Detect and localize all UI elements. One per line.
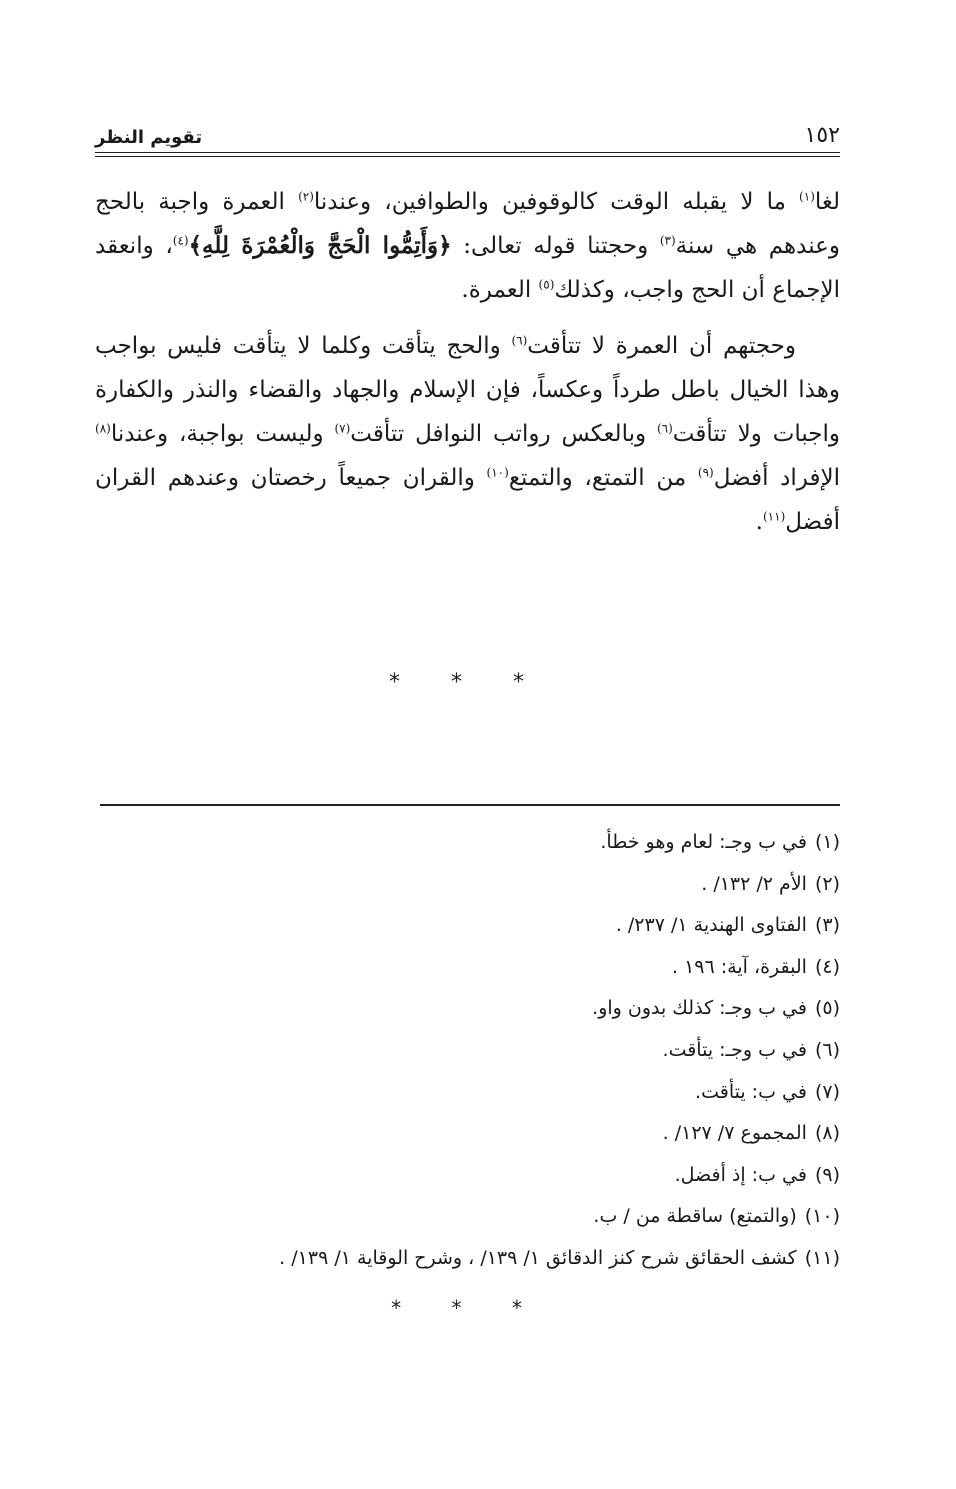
footnotes-rule (100, 804, 840, 806)
footnote-ref-6: (٦) (656, 421, 673, 436)
footnote-item (95, 1196, 840, 1238)
footnote-ref-3: (٣) (659, 233, 676, 248)
footnote-ref-8: (٨) (95, 421, 111, 436)
text-run: وحجتهم أن العمرة لا تتأقت (527, 333, 796, 359)
footnote-text: المجموع ٧/ ١٢٧/ . (662, 1122, 807, 1145)
text-run: ما لا يقبله الوقت كالوقوفين والطوافين، وعندنا (313, 189, 800, 215)
text-run: من التمتع، والتمتع (508, 465, 698, 491)
end-separator (95, 1296, 840, 1320)
footnotes-list (95, 822, 840, 1280)
footnote-item (95, 1155, 840, 1197)
footnote-item (95, 988, 840, 1030)
footnote-number: (٨) (814, 1122, 840, 1145)
footnote-number: (١٠) (804, 1205, 840, 1228)
footnote-number: (٣) (814, 914, 840, 937)
text-run: وحجتنا قوله تعالى: (451, 233, 660, 259)
footnote-text: كشف الحقائق شرح كنز الدقائق ١/ ١٣٩/ ، وشرح الوقاية ١/ ١٣٩/ . (279, 1246, 797, 1269)
footnote-text: الفتاوى الهندية ١/ ٢٣٧/ . (615, 914, 807, 937)
footnote-ref-4: (٤) (172, 233, 189, 248)
running-head (95, 112, 840, 148)
footnote-text: في ب: يتأقت. (695, 1080, 807, 1103)
main-text (95, 180, 840, 556)
footnote-ref-6: (٦) (511, 333, 528, 348)
footnote-text: في ب: إذ أفضل. (674, 1163, 807, 1186)
text-run: وبالعكس رواتب النوافل تتأقت (350, 421, 657, 447)
footnote-item (95, 1238, 840, 1280)
footnote-ref-10: (١٠) (486, 465, 509, 480)
footnote-item (95, 1113, 840, 1155)
footnote-text: في ب وجـ: يتأقت. (662, 1038, 807, 1061)
footnote-number: (٤) (814, 955, 840, 978)
running-title: تقويم النظر (95, 127, 203, 148)
footnote-ref-1: (١) (799, 189, 815, 204)
text-run: والقران جميعاً رخصتان وعندهم القران أفضل (95, 465, 840, 535)
footnote-text: في ب وجـ: كذلك بدون واو. (592, 997, 807, 1020)
separator-stars: * * * (391, 1296, 544, 1320)
footnote-text: (والتمتع) ساقطة من / ب. (593, 1205, 797, 1228)
paragraph-2 (95, 324, 840, 544)
page-number: ١٥٢ (804, 123, 840, 148)
footnote-ref-2: (٢) (298, 189, 314, 204)
section-separator (95, 670, 840, 695)
footnote-number: (٩) (814, 1163, 840, 1186)
text-run: لغا (814, 189, 840, 215)
footnote-item (95, 905, 840, 947)
footnote-item (95, 1072, 840, 1114)
footnote-item (95, 864, 840, 906)
text-run: الإفراد أفضل (713, 465, 840, 491)
footnote-ref-7: (٧) (334, 421, 351, 436)
footnote-number: (١) (814, 831, 840, 853)
footnote-item (95, 947, 840, 989)
text-run: . (755, 509, 763, 535)
footnote-text: الأم ٢/ ١٣٢/ . (701, 872, 807, 895)
separator-stars: * * * (389, 670, 546, 695)
footnote-number: (٧) (814, 1080, 840, 1103)
text-run: العمرة واجبة بالحج وعندهم هي سنة (95, 189, 841, 259)
paragraph-1 (95, 180, 840, 312)
header-double-rule (95, 152, 840, 157)
footnote-number: (٢) (814, 872, 840, 895)
book-page (95, 0, 840, 1489)
quran-verse: ﴿وَأَتِمُّوا الْحَجَّ وَالْعُمْرَةَ لِلَّهِ﴾ (188, 232, 452, 259)
footnote-ref-11: (١١) (762, 509, 786, 524)
text-run: ، وانعقد الإجماع أن الحج واجب، وكذلك (95, 233, 840, 303)
footnote-text: البقرة، آية: ١٩٦ . (672, 955, 807, 978)
footnote-number: (٦) (814, 1038, 840, 1061)
footnote-ref-5: (٥) (538, 277, 555, 292)
text-run: وليست بواجبة، وعندنا (110, 421, 335, 447)
footnote-number: (١١) (804, 1246, 840, 1269)
footnote-ref-9: (٩) (697, 465, 714, 480)
footnote-number: (٥) (814, 997, 840, 1020)
footnote-item (95, 822, 840, 864)
text-run: والحج يتأقت وكلما لا يتأقت فليس بواجب وهذا الخيال باطل طرداً وعكساً، فإن الإسلام والجهاد والقضاء والنذر والكفارة واجبات ولا تتأقت (95, 333, 841, 447)
text-run: العمرة. (461, 277, 539, 303)
footnote-item (95, 1030, 840, 1072)
footnote-text: في ب وجـ: لعام وهو خطأ. (600, 831, 807, 853)
